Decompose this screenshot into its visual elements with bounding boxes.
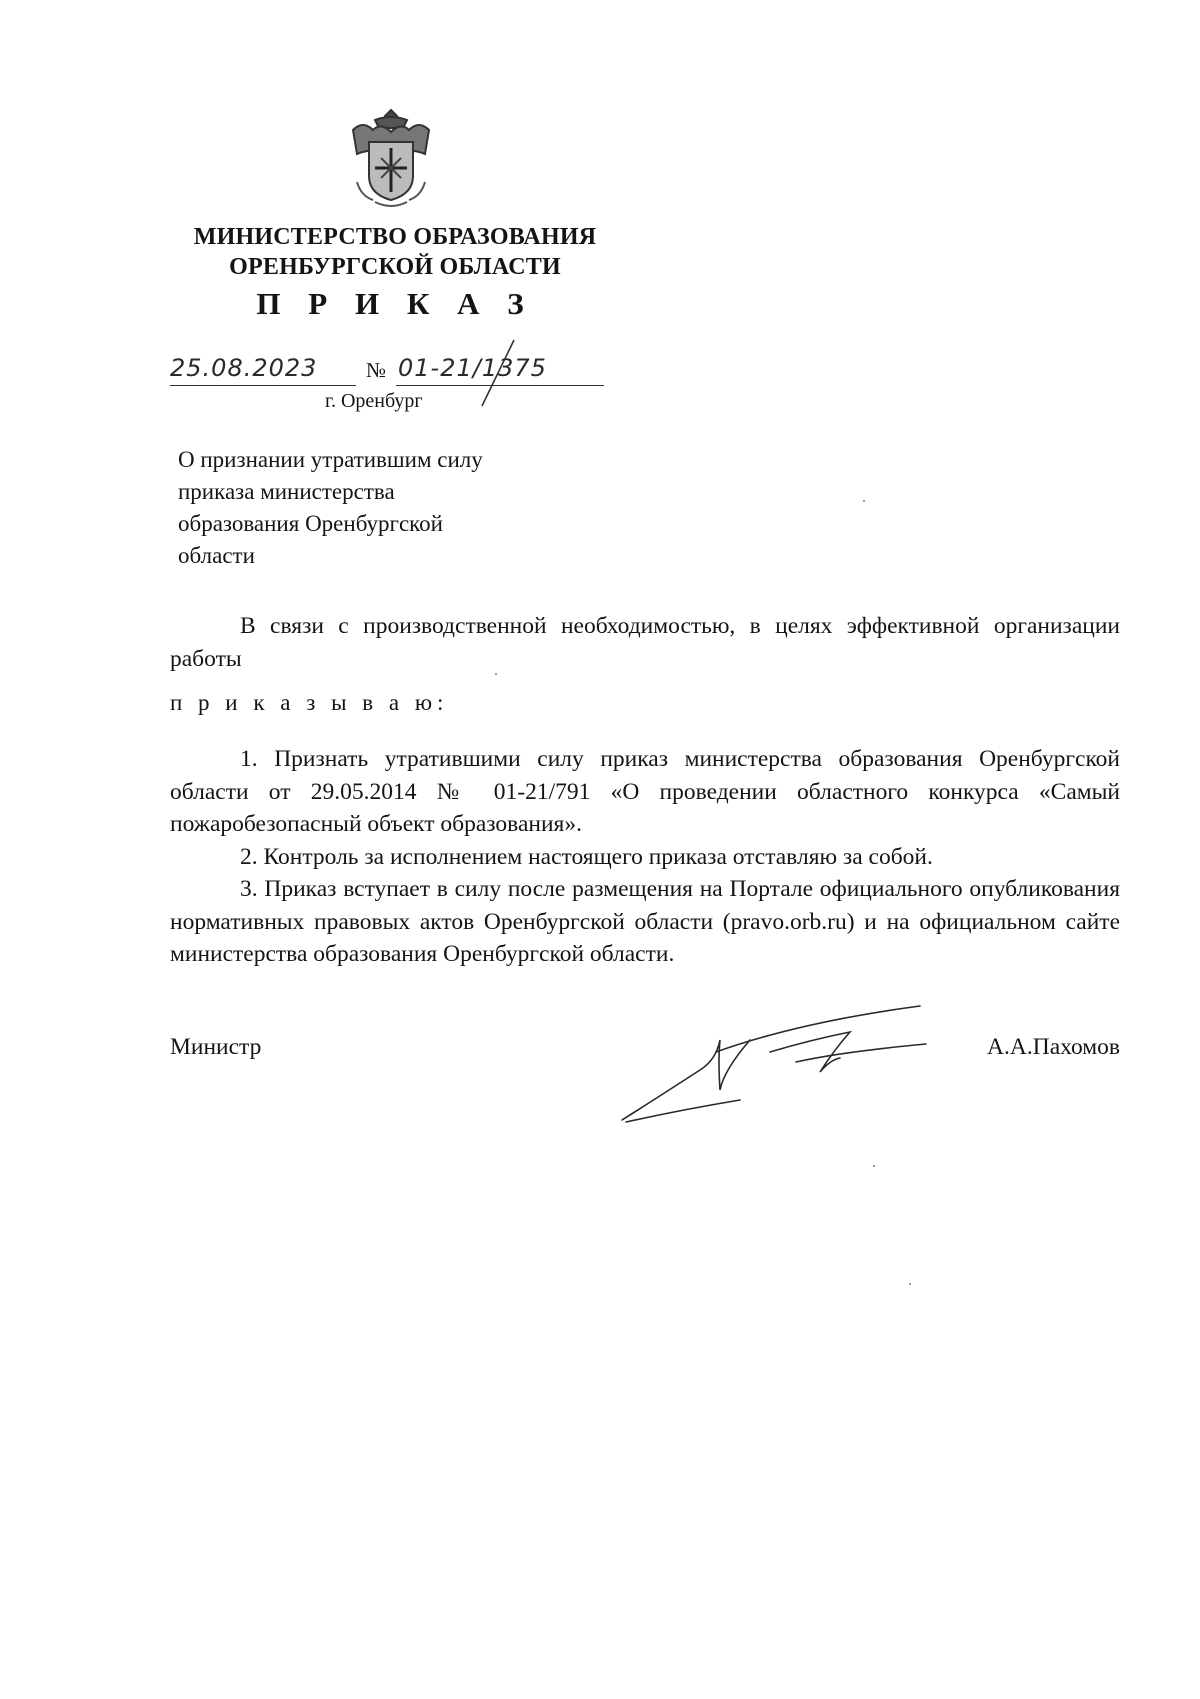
document-type-title: П Р И К А З bbox=[256, 286, 534, 321]
order-item-1: 1. Признать утратившими силу приказ министерства образования Оренбургской области от 29.05.2014 № 01-21/791 «О проведении областного конкурса «Самый пожаробезопасный объект образования». bbox=[170, 746, 1120, 837]
coat-of-arms-emblem bbox=[345, 104, 437, 214]
ministry-line-2: ОРЕНБУРГСКОЙ ОБЛАСТИ bbox=[229, 254, 561, 280]
date-number-line bbox=[170, 352, 630, 392]
handwritten-slash-stroke bbox=[478, 338, 518, 408]
scan-speck bbox=[873, 1165, 875, 1167]
ministry-line-1: МИНИСТЕРСТВО ОБРАЗОВАНИЯ bbox=[193, 224, 597, 250]
scan-speck bbox=[495, 673, 497, 675]
order-date: 25.08.2023 bbox=[170, 354, 318, 382]
order-subject bbox=[178, 444, 598, 572]
number-sign: № bbox=[366, 358, 387, 382]
city-name: г. Оренбург bbox=[325, 390, 423, 412]
order-item-2: 2. Контроль за исполнением настоящего приказа отставляю за собой. bbox=[240, 843, 933, 870]
decree-word: п р и к а з ы в а ю: bbox=[170, 690, 449, 715]
preamble-paragraph bbox=[170, 610, 1120, 675]
subject-line: области bbox=[178, 543, 255, 568]
subject-line: приказа министерства bbox=[178, 479, 395, 504]
preamble-text: В связи с производственной необходимостью, в целях эффективной организации работы bbox=[170, 613, 1120, 672]
handwritten-signature bbox=[620, 1000, 940, 1140]
order-item-3: 3. Приказ вступает в силу после размещения на Портале официального опубликования нормативных правовых актов Оренбургской области (pravo.orb.ru) и на официальном сайте министерства образования Оренбургской области. bbox=[170, 876, 1120, 967]
order-items bbox=[170, 743, 1120, 971]
subject-line: О признании утратившим силу bbox=[178, 447, 483, 472]
date-underline bbox=[170, 385, 356, 386]
subject-line: образования Оренбургской bbox=[178, 511, 443, 536]
order-number: 01-21/1375 bbox=[398, 354, 547, 382]
signatory-title: Министр bbox=[170, 1034, 262, 1060]
scan-speck bbox=[909, 1283, 911, 1285]
signatory-name: А.А.Пахомов bbox=[987, 1034, 1120, 1060]
ministry-name bbox=[150, 222, 640, 282]
scan-speck bbox=[863, 500, 865, 502]
